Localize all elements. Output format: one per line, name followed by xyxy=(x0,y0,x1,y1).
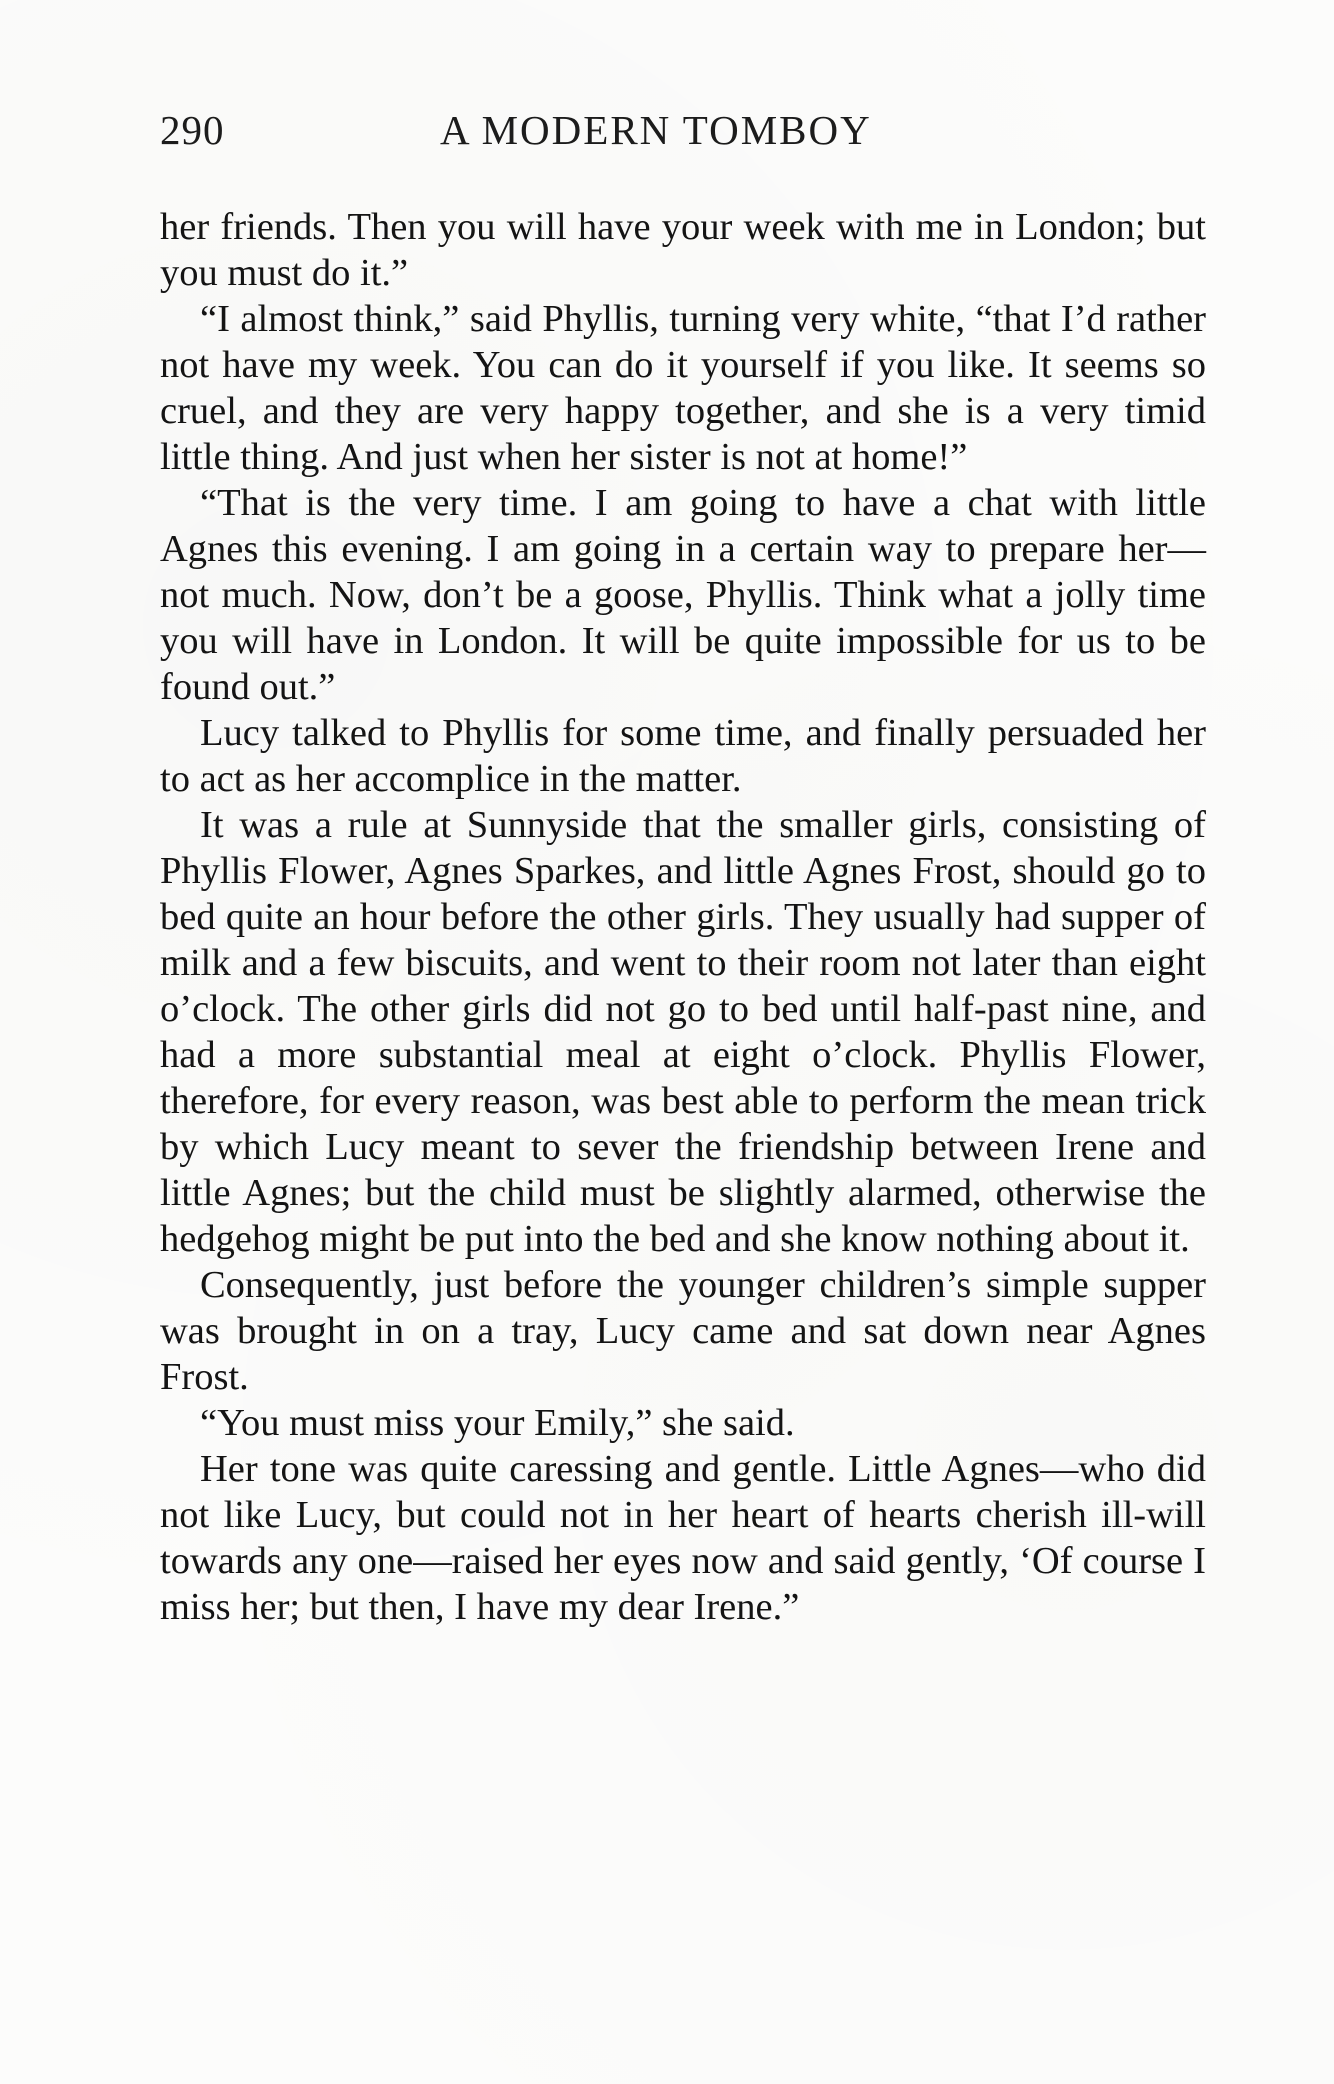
paragraph: Consequently, just before the younger children’s simple supper was brought in on a tray, Lucy came and sat down near Agnes Frost. xyxy=(160,1264,1206,1398)
page-number: 290 xyxy=(160,107,225,153)
paragraph: “You must miss your Emily,” she said. xyxy=(200,1402,795,1444)
paragraph: Her tone was quite caressing and gentle. Little Agnes—who did not like Lucy, but could not in her heart of hearts cherish ill-will towards any one—raised her eyes now and said gently, ‘Of course I miss her; but then, I have my dear Irene.” xyxy=(160,1448,1206,1628)
paragraph-continued: her friends. Then you will have your week with me in London; but you must do it.” xyxy=(160,206,1206,294)
body-text xyxy=(160,204,1206,1630)
paragraph: “I almost think,” said Phyllis, turning very white, “that I’d rather not have my week. You can do it yourself if you like. It seems so cruel, and they are very happy together, and she is a very timid little thing. And just when her sister is not at home!” xyxy=(160,298,1206,478)
paragraph: It was a rule at Sunnyside that the smaller girls, consisting of Phyllis Flower, Agnes Sparkes, and little Agnes Frost, should go to bed quite an hour before the other girls. They usually had supper of milk and a few biscuits, and went to their room not later than eight o’clock. The other girls did not go to bed until half-past nine, and had a more substantial meal at eight o’clock. Phyllis Flower, therefore, for every reason, was best able to perform the mean trick by which Lucy meant to sever the friendship between Irene and little Agnes; but the child must be slightly alarmed, otherwise the hedgehog might be put into the bed and she know nothing about it. xyxy=(160,804,1206,1260)
running-title: A MODERN TOMBOY xyxy=(440,107,872,153)
paragraph: Lucy talked to Phyllis for some time, and finally persuaded her to act as her accomplice in the matter. xyxy=(160,712,1206,800)
paragraph: “That is the very time. I am going to have a chat with little Agnes this evening. I am going in a certain way to prepare her—not much. Now, don’t be a goose, Phyllis. Think what a jolly time you will have in London. It will be quite impossible for us to be found out.” xyxy=(160,482,1206,708)
running-head xyxy=(160,106,1210,158)
